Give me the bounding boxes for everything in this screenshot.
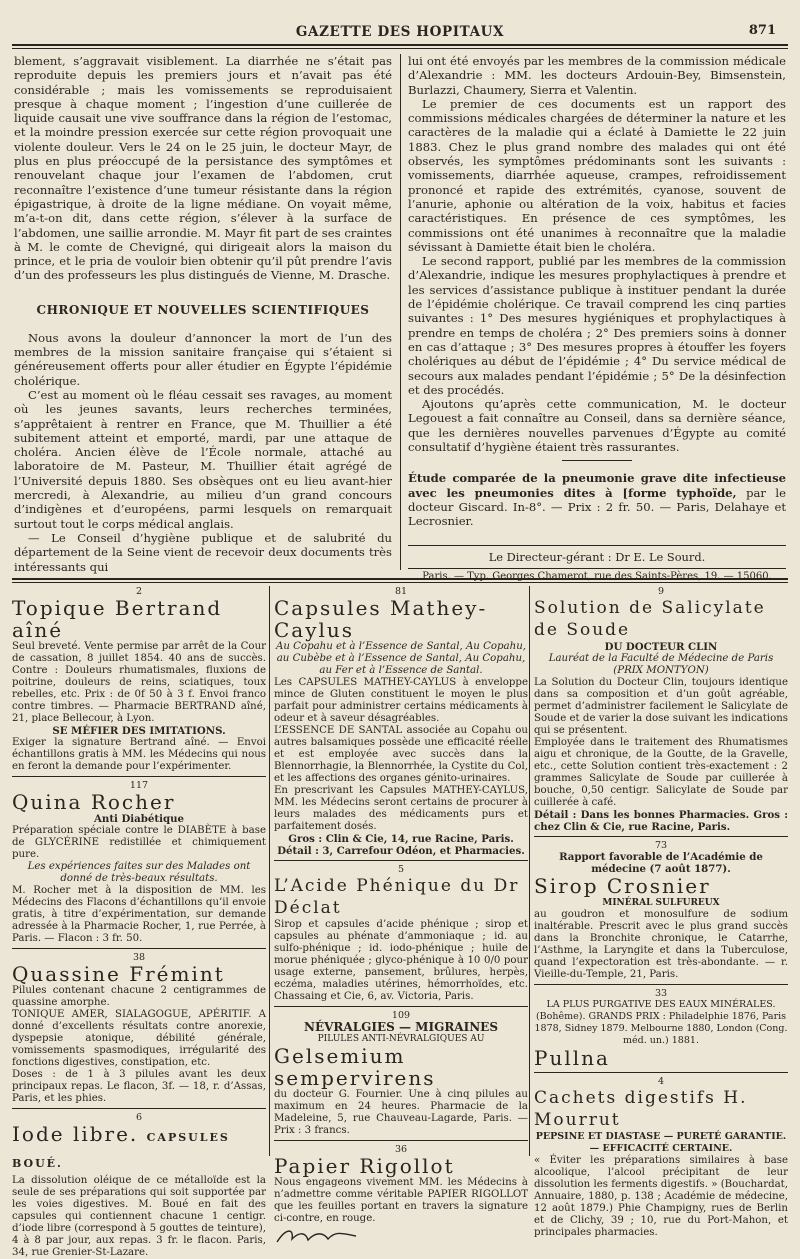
ads-column-1	[12, 586, 266, 1259]
ad-text: Exiger la signature Bertrand aîné. — Envoi échantillons gratis à MM. les Médecins qui nous en feront la demande pour l’expérimenter.	[12, 737, 266, 772]
ad-text: L’ESSENCE DE SANTAL associée au Copahu ou autres balsamiques possède une efficacité réelle et est employée avec succès dans la Blennorrhagie, la Blennorrhée, la Cystite du Col, et les affections des organes génito-urinaires.	[274, 725, 528, 784]
paragraph: Le second rapport, publié par les membres de la commission d’Alexandrie, indique les mesures prophylactiques à prendre et les services d’assistance publique à instituer pendant la durée de l’épidémie cholérique. Ce travail comprend les cinq parties suivantes : 1° Des mesures hygiéniques et prophylactiques à prendre en temps de choléra ; 2° Des premiers soins à donner en cas d’attaque ; 3° Des mesures propres à étouffer les foyers cholériques au début de l’épidémie ; 4° Du service médical de secours aux malades pendant l’épidémie ; 5° De la désinfection et des procédés.	[408, 254, 786, 397]
printer-line: Paris. — Typ. Georges Chamerot, rue des Saints-Pères, 19. — 15060.	[408, 568, 786, 582]
ad-text: Pilules contenant chacune 2 centigrammes de quassine amorphe.	[12, 985, 266, 1008]
ad-rule	[12, 948, 266, 949]
header-rule-thin	[12, 48, 788, 49]
ad-text: M. Rocher met à la disposition de MM. les Médecins des Flacons d’échantillons qu’il envoie gratis, à titre d’expérimentation, sur demande adressée à la Pharmacie Rocher, 1, rue Perrée, à Paris. — Flacon : 3 fr. 50.	[12, 885, 266, 944]
ad-number: 38	[132, 952, 146, 963]
ad-rule	[274, 1140, 528, 1141]
ad-subtitle: PEPSINE ET DIASTASE — PURETÉ GARANTIE. — EFFICACITÉ CERTAINE.	[535, 1131, 787, 1154]
section-title: CHRONIQUE ET NOUVELLES SCIENTIFIQUES	[36, 302, 370, 317]
ad-text: Seul breveté. Vente permise par arrêt de la Cour de cassation, 8 juillet 1854. 40 ans de succès. Contre : Douleurs rhumatismales, fluxions de poitrine, douleurs de reins, sciatiques, toux rebelles, etc. Prix : de 0f 50 à 3 f. Envoi franco contre timbres. — Pharmacie BERTRAND aîné, 21, place Bellecour, à Lyon.	[12, 641, 266, 724]
ad-text: La Solution du Docteur Clin, toujours identique dans sa composition et d’un goût agréable, permet d’administrer facilement le Salicylate de Soude et de varier la dose suivant les indications qui se présentent.	[534, 677, 788, 736]
ad-text: En prescrivant les Capsules MATHEY-CAYLUS, MM. les Médecins seront certains de procurer à leurs malades des médicaments purs et parfaitement dosés.	[274, 785, 528, 832]
ad-number: 4	[657, 1076, 665, 1087]
ad-number: 36	[394, 1144, 408, 1155]
ad-title-pullna: Pullna	[534, 1046, 610, 1070]
ad-title-quassine: Quassine Frémint	[12, 962, 225, 986]
ad-subtitle: Anti Diabétique	[94, 813, 184, 825]
paragraph: blement, s’aggravait visiblement. La diarrhée ne s’était pas reproduite depuis les premiers jours et n’avait pas été considérable ; mais les vomissements se reproduisaient presque à chaque moment ; l’ingestion d’une cuillerée de liquide causait une vive souffrance dans la région de l’estomac, et la moindre pression exercée sur cette région provoquait une violente douleur. Vers le 24 on le 25 juin, le docteur Mayr, de plus en plus préoccupé de la persistance des symptômes et renouvelant chaque jour l’examen de l’abdomen, crut reconnaître l’existence d’une tumeur résistante dans la région épigastrique, à droite de la ligne médiane. On voyait même, m’a-t-on dit, dans cette région, s’élever à la surface de l’abdomen, une saillie arrondie. M. Mayr fit part de ses craintes à M. le comte de Chevigné, qui dirigeait alors la maison du prince, et le pria de vouloir bien obtenir qu’il pût prendre l’avis d’un des professeurs les plus distingués de Vienne, M. Drasche.	[14, 54, 392, 283]
iode-brand: CAPSULES BOUÉ.	[12, 1131, 230, 1170]
ad-title-capsules: Capsules Mathey-Caylus	[274, 596, 488, 642]
ad-title-acide: L’Acide Phénique du Dr Déclat	[274, 876, 520, 918]
ad-title-gelsemium: Gelsemium sempervirens	[274, 1044, 436, 1090]
ads-divider	[269, 586, 270, 1156]
ad-title-cachets: Cachets digestifs H. Mourrut	[534, 1088, 748, 1130]
signature-rigollot	[274, 1225, 360, 1247]
ad-number: 73	[654, 840, 668, 851]
paragraph: — Le Conseil d’hygiène publique et de salubrité du département de la Seine vient de recevoir deux documents très intéressants qui	[14, 530, 392, 574]
ad-number: 117	[129, 780, 149, 791]
paragraph: Ajoutons qu’après cette communication, M. le docteur Legouest a fait connaître au Conseil, dans sa dernière séance, que les dernières nouvelles parvenues d’Égypte au comité consultatif d’hygiène étaient très rassurantes.	[408, 397, 786, 455]
ad-number: 5	[397, 864, 405, 875]
ad-text: Préparation spéciale contre le DIABÈTE à base de GLYCÉRINE redistillée et chimiquement pure.	[12, 825, 266, 860]
column-divider	[400, 54, 401, 570]
iode-title: Iode libre.	[12, 1122, 139, 1146]
ad-text: du docteur G. Fournier. Une à cinq pilules au maximum en 24 heures. Pharmacie de la Madeleine, 5, rue Chauveau-Lagarde, Paris. — Prix : 3 francs.	[274, 1089, 528, 1136]
book-details: par le docteur Giscard. In-8°. — Prix : 2 fr. 50. — Paris, Delahaye et Lecrosnier.	[408, 485, 787, 529]
paragraph: C’est au moment où le fléau cessait ses ravages, au moment où les jeunes savants, leurs recherches terminées, s’apprêtaient à rentrer en France, que M. Thuillier a été subitement atteint et emporté, mardi, par une attaque de choléra. Ancien élève de l’École normale, attaché au laboratoire de M. Pasteur, M. Thuillier était agrégé de l’Université depuis 1880. Ses obsèques ont eu lieu avant-hier mercredi, à Alexandrie, au milieu d’un grand concours d’indigènes et d’européens, parmi lesquels on remarquait surtout tout le corps médical anglais.	[14, 387, 392, 531]
ad-address: Détail : Dans les bonnes Pharmacies. Gros : chez Clin & Cie, rue Racine, Paris.	[534, 809, 788, 833]
ad-title-nevralgies: NÉVRALGIES — MIGRAINES	[304, 1020, 498, 1034]
paragraph: Le premier de ces documents est un rapport des commissions médicales chargées de déterminer la nature et les caractères de la maladie qui a éclaté à Damiette le 22 juin 1883. Chez le plus grand nombre des malades qui ont été observés, les symptômes prédominants sont les suivants : vomissements, diarrhée aqueuse, crampes, refroidissement prononcé et rapide des extrémités, cyanose, souvent de l’anurie, aphonie ou altération de la voix, habitus et facies caractéristiques. En présence de ces symptômes, les commissions ont été unanimes à reconnaître que la maladie sévissant à Damiette était bien le choléra.	[408, 96, 786, 254]
ad-subtitle: LA PLUS PURGATIVE DES EAUX MINÉRALES. (Bohême). GRANDS PRIX : Philadelphie 1876, Paris 1878, Sidney 1879. Melbourne 1880, London (Cong. méd. un.) 1881.	[534, 999, 788, 1046]
ad-subtitle: Lauréat de la Faculté de Médecine de Paris (PRIX MONTYON)	[548, 653, 774, 676]
ads-divider	[529, 586, 530, 1156]
ad-warning: SE MÉFIER DES IMITATIONS.	[52, 725, 226, 737]
ad-text: Les CAPSULES MATHEY-CAYLUS à enveloppe mince de Gluten constituent le moyen le plus parfait pour administrer certains médicaments à odeur et à saveur désagréables.	[274, 677, 528, 724]
ad-number: 33	[654, 988, 668, 999]
ad-subtitle: Rapport favorable de l’Académie de médecine (7 août 1877).	[559, 851, 763, 875]
ad-subtitle: MINÉRAL SULFUREUX	[602, 898, 720, 908]
advertisements	[12, 586, 788, 1258]
ad-rule	[534, 984, 788, 985]
article-area	[14, 54, 787, 582]
ads-column-3	[534, 586, 788, 1239]
ad-title-sirop: Sirop Crosnier	[534, 874, 711, 898]
ad-title-papier: Papier Rigollot	[274, 1154, 455, 1178]
ad-text: Employée dans le traitement des Rhumatismes aigu et chronique, de la Goutte, de la Gravelle, etc., cette Solution contient très-exactement : 2 grammes Salicylate de Soude par cuillerée à bouche, 0,50 centigr. Salicylate de Soude par cuillerée à café.	[534, 737, 788, 808]
paragraph: lui ont été envoyés par les membres de la commission médicale d’Alexandrie : MM. les docteurs Ardouin-Bey, Bimsenstein, Burlazzi, Chaumery, Sierra et Valentin.	[408, 54, 786, 97]
ad-text: « Éviter les préparations similaires à base alcoolique, l’alcool précipitant de leur dissolution les ferments digestifs. » (Bouchardat, Annuaire, 1880, p. 138 ; Académie de médecine, 12 août 1879.) Phie Champigny, rues de Berlin et de Clichy, 39 ; 10, rue du Port-Mahon, et principales pharmacies.	[534, 1155, 788, 1238]
separator	[562, 460, 632, 461]
ad-rule	[274, 1006, 528, 1007]
right-column	[408, 54, 786, 582]
ad-rule	[534, 836, 788, 837]
ad-title-topique: Topique Bertrand aîné	[12, 596, 223, 642]
ad-subtitle: PILULES ANTI-NÉVRALGIQUES AU	[317, 1034, 485, 1044]
ad-rule	[12, 1108, 266, 1109]
journal-title: GAZETTE DES HOPITAUX	[295, 24, 505, 40]
ad-number: 81	[394, 586, 408, 597]
ad-number: 6	[135, 1112, 143, 1123]
ad-address: Gros : Clin & Cie, 14, rue Racine, Paris. Détail : 3, Carrefour Odéon, et Pharmacies.	[277, 833, 525, 857]
paragraph: Nous avons la douleur d’annoncer la mort de l’un des membres de la mission sanitaire française qui s’étaient si généreusement offerts pour aller étudier en Égypte l’épidémie cholérique.	[14, 330, 392, 388]
ad-text: La dissolution oléique de ce métalloïde est la seule de ses préparations qui soit supportée par les voies digestives. M. Boué en fait des capsules qui contiennent chacune 1 centigr. d’iode libre (correspond à 5 gouttes de teinture), 4 à 8 par jour, aux repas. 3 fr. le flacon. Paris, 34, rue Grenier-St-Lazare.	[12, 1175, 266, 1258]
ad-text: Sirop et capsules d’acide phénique ; sirop et capsules au phénate d’ammoniaque ; id. au sulfo-phénique ; id. iodo-phénique ; huile de morue phéniquée ; glyco-phénique à 10 0/0 pour usage externe, pansement, brûlures, herpès, eczéma, maladies utérines, hémorrhoïdes, etc. Chassaing et Cie, 6, av. Victoria, Paris.	[274, 919, 528, 1002]
gerant-line: Le Directeur-gérant : Dr E. Le Sourd.	[488, 549, 706, 564]
ad-title-iode	[12, 1123, 266, 1175]
ad-rule	[12, 776, 266, 777]
ad-rule	[534, 1072, 788, 1073]
ads-rule	[12, 578, 788, 580]
page-number: 871	[748, 23, 776, 38]
ad-title-quina: Quina Rocher	[12, 790, 176, 814]
gerant-block	[408, 545, 786, 582]
ad-text: TONIQUE AMER, SIALAGOGUE, APÉRITIF. A donné d’excellents résultats contre anorexie, dyspepsie atonique, débilité générale, vomissements spasmodiques, irrégularité des fonctions digestives, constipation, etc.	[12, 1009, 266, 1068]
ad-number: 2	[135, 586, 143, 597]
ad-text: au goudron et monosulfure de sodium inaltérable. Prescrit avec le plus grand succès dans la Bronchite chronique, le Catarrhe, l’Asthme, la Laryngite et dans la Tuberculose, quand l’expectoration est très-abondante. — r. Vieille-du-Temple, 21, Paris.	[534, 909, 788, 980]
ad-number: 9	[657, 586, 665, 597]
ad-number: 109	[391, 1010, 411, 1021]
ad-rule	[274, 860, 528, 861]
ad-text: Doses : de 1 à 3 pilules avant les deux principaux repas. Le flacon, 3f. — 18, r. d’Assas, Paris, et les phies.	[12, 1069, 266, 1104]
ad-text: Les expériences faites sur des Malades ont donné de très-beaux résultats.	[27, 861, 251, 884]
ad-text: Nous engageons vivement MM. les Médecins à n’admettre comme véritable PAPIER RIGOLLOT que les feuilles portant en travers la signature ci-contre, en rouge.	[274, 1177, 528, 1224]
page-header	[12, 22, 788, 44]
ads-rule-thin	[12, 582, 788, 583]
ads-column-2	[274, 586, 528, 1247]
header-rule	[12, 44, 788, 46]
ad-title-solution: Solution de Salicylate de Soude	[534, 598, 766, 640]
ad-subtitle: Au Copahu et à l’Essence de Santal, Au Copahu, au Cubèbe et à l’Essence de Santal, Au Copahu, au Fer et à l’Essence de Santal.	[275, 641, 526, 676]
book-title: Étude comparée de la pneumonie grave dite infectieuse avec les pneumonies dites à [forme typhoïde,	[408, 471, 786, 500]
left-column	[14, 54, 392, 574]
ad-subtitle: DU DOCTEUR CLIN	[604, 641, 718, 653]
book-notice	[408, 471, 786, 528]
